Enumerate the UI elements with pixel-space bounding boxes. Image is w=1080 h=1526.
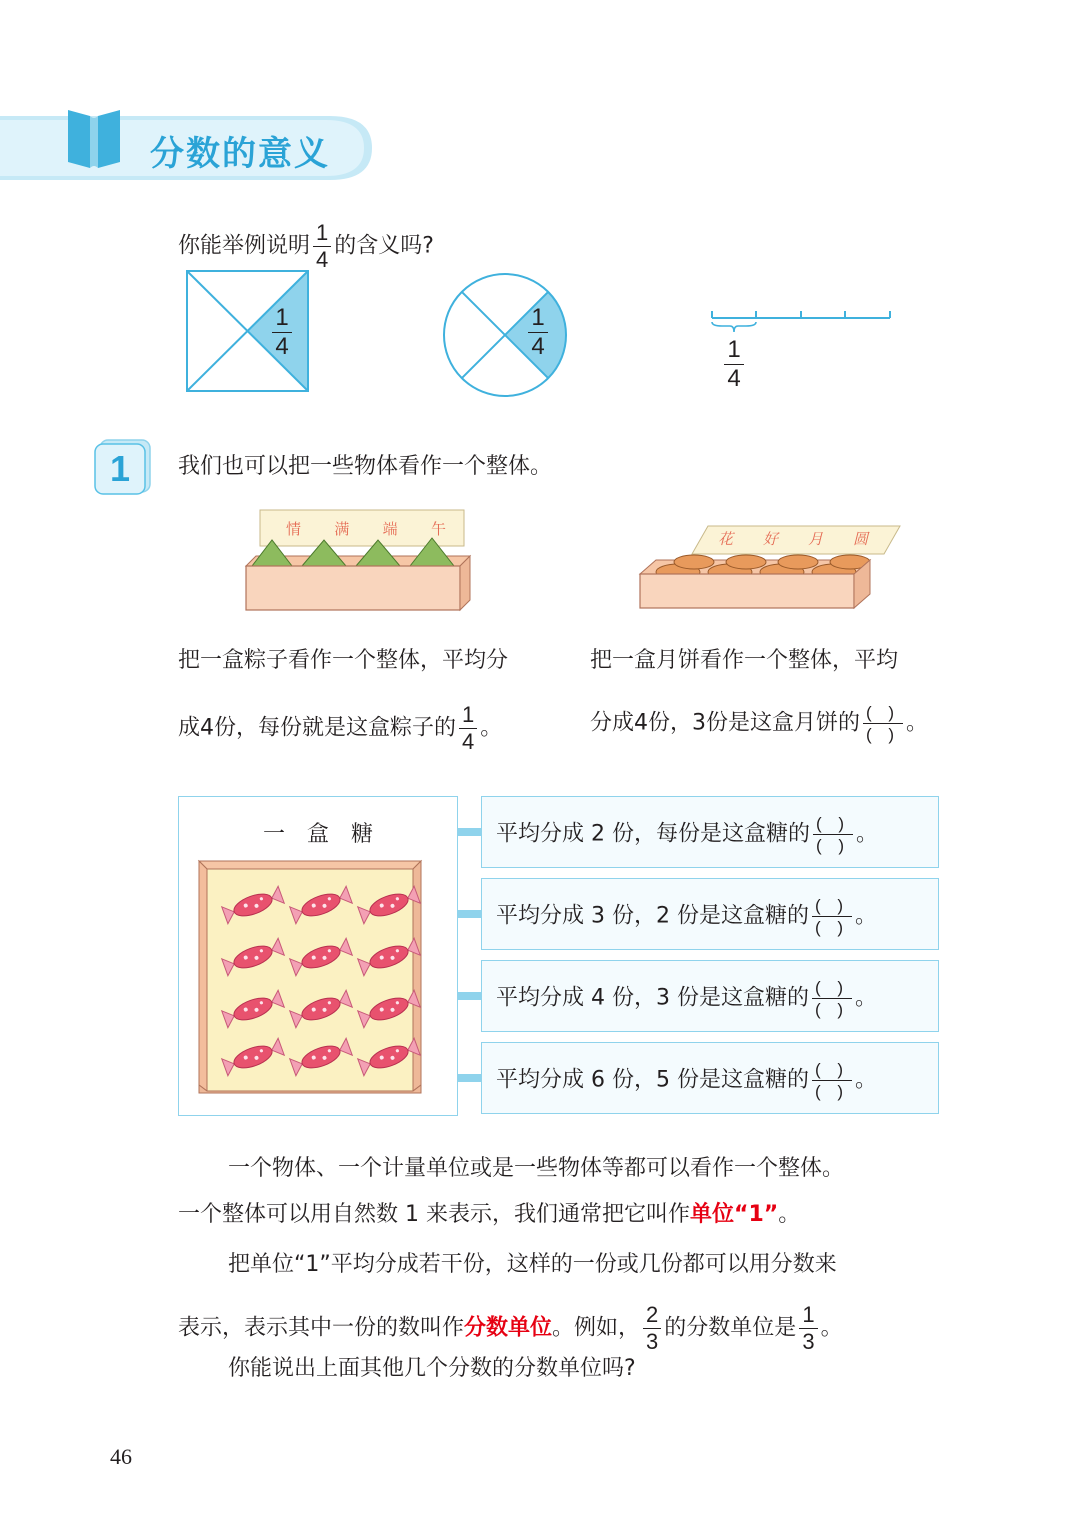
candy-box-illustration [195,857,425,1097]
zongzi-box-illustration [242,506,472,612]
concept-p1-line1: 一个物体、一个计量单位或是一些物体等都可以看作一个整体。 [228,1156,845,1181]
blank-fraction[interactable]: $\frac{( )}{( )}$ [813,815,853,854]
term-unit-one: 单位“1” [690,1202,779,1227]
blank-fraction[interactable]: $\frac{( )}{( )}$ [812,979,852,1018]
candy-row: 平均分成 4 份，3 份是这盒糖的 $\frac{( )}{( )}$ 。 [481,960,939,1032]
candy-row: 平均分成 2 份，每份是这盒糖的 $\frac{( )}{( )}$ 。 [481,796,939,868]
fraction: $\frac{1}{4}$ [313,222,331,271]
term-fraction-unit: 分数单位 [464,1315,553,1341]
section-title: 分数的意义 [150,134,330,174]
circle-diagram [442,272,568,398]
example-lead: 我们也可以把一些物体看作一个整体。 [178,454,553,479]
concept-p2-line1: 把单位“1”平均分成若干份，这样的一份或几份都可以用分数来 [228,1252,837,1277]
segment-diagram [708,306,894,396]
blank-fraction[interactable]: $\frac{( )}{( )}$ [812,1061,852,1100]
square-diagram [186,270,310,392]
fraction-label: 1 4 [272,306,292,359]
connector [457,992,481,1000]
concept-p2-line2: 表示，表示其中一份的数叫作分数单位。例如， $\frac{2}{3}$ 的分数单位是 $\frac{1}{3}$ 。 [178,1302,843,1354]
fraction-label: 1 4 [528,306,548,359]
candy-box-panel [178,796,458,1116]
concept-p1-line2: 一个整体可以用自然数 1 来表示，我们通常把它叫作单位“1”。 [178,1202,801,1227]
candy-box-label: 一 盒 糖 [262,822,373,847]
mooncake-box-illustration [638,522,902,610]
mooncake-caption-line1: 把一盒月饼看作一个整体，平均 [590,648,899,673]
page-number: 46 [110,1444,132,1469]
zongzi-banner: 情 满 端 午 [286,520,446,538]
connector [457,828,481,836]
zongzi-caption-line1: 把一盒粽子看作一个整体，平均分 [178,648,509,673]
connector [457,1074,481,1082]
fraction: $\frac{1}{3}$ [799,1304,817,1353]
candy-row: 平均分成 6 份，5 份是这盒糖的 $\frac{( )}{( )}$ 。 [481,1042,939,1114]
intro-question: 你能举例说明 $\frac{1}{4}$ 的含义吗? [178,220,434,272]
section-header [0,112,375,184]
fraction: $\frac{1}{4}$ [459,704,477,753]
mooncake-banner: 花 好 月 圆 [718,530,868,548]
candy-row: 平均分成 3 份，2 份是这盒糖的 $\frac{( )}{( )}$ 。 [481,878,939,950]
zongzi-caption-line2: 成4份，每份就是这盒粽子的 $\frac{1}{4}$ 。 [178,702,503,754]
blank-fraction[interactable]: $\frac{( )}{( )}$ [812,897,852,936]
example-number-badge: 1 [94,438,152,496]
fraction-label: 1 4 [724,338,744,391]
fraction: $\frac{2}{3}$ [643,1304,661,1353]
mooncake-caption-line2: 分成4份，3份是这盒月饼的 $\frac{( )}{( )}$ 。 [590,703,929,744]
blank-fraction[interactable]: $\frac{( )}{( )}$ [863,704,903,743]
book-icon [64,104,124,170]
concept-p3: 你能说出上面其他几个分数的分数单位吗? [228,1356,636,1381]
connector [457,910,481,918]
